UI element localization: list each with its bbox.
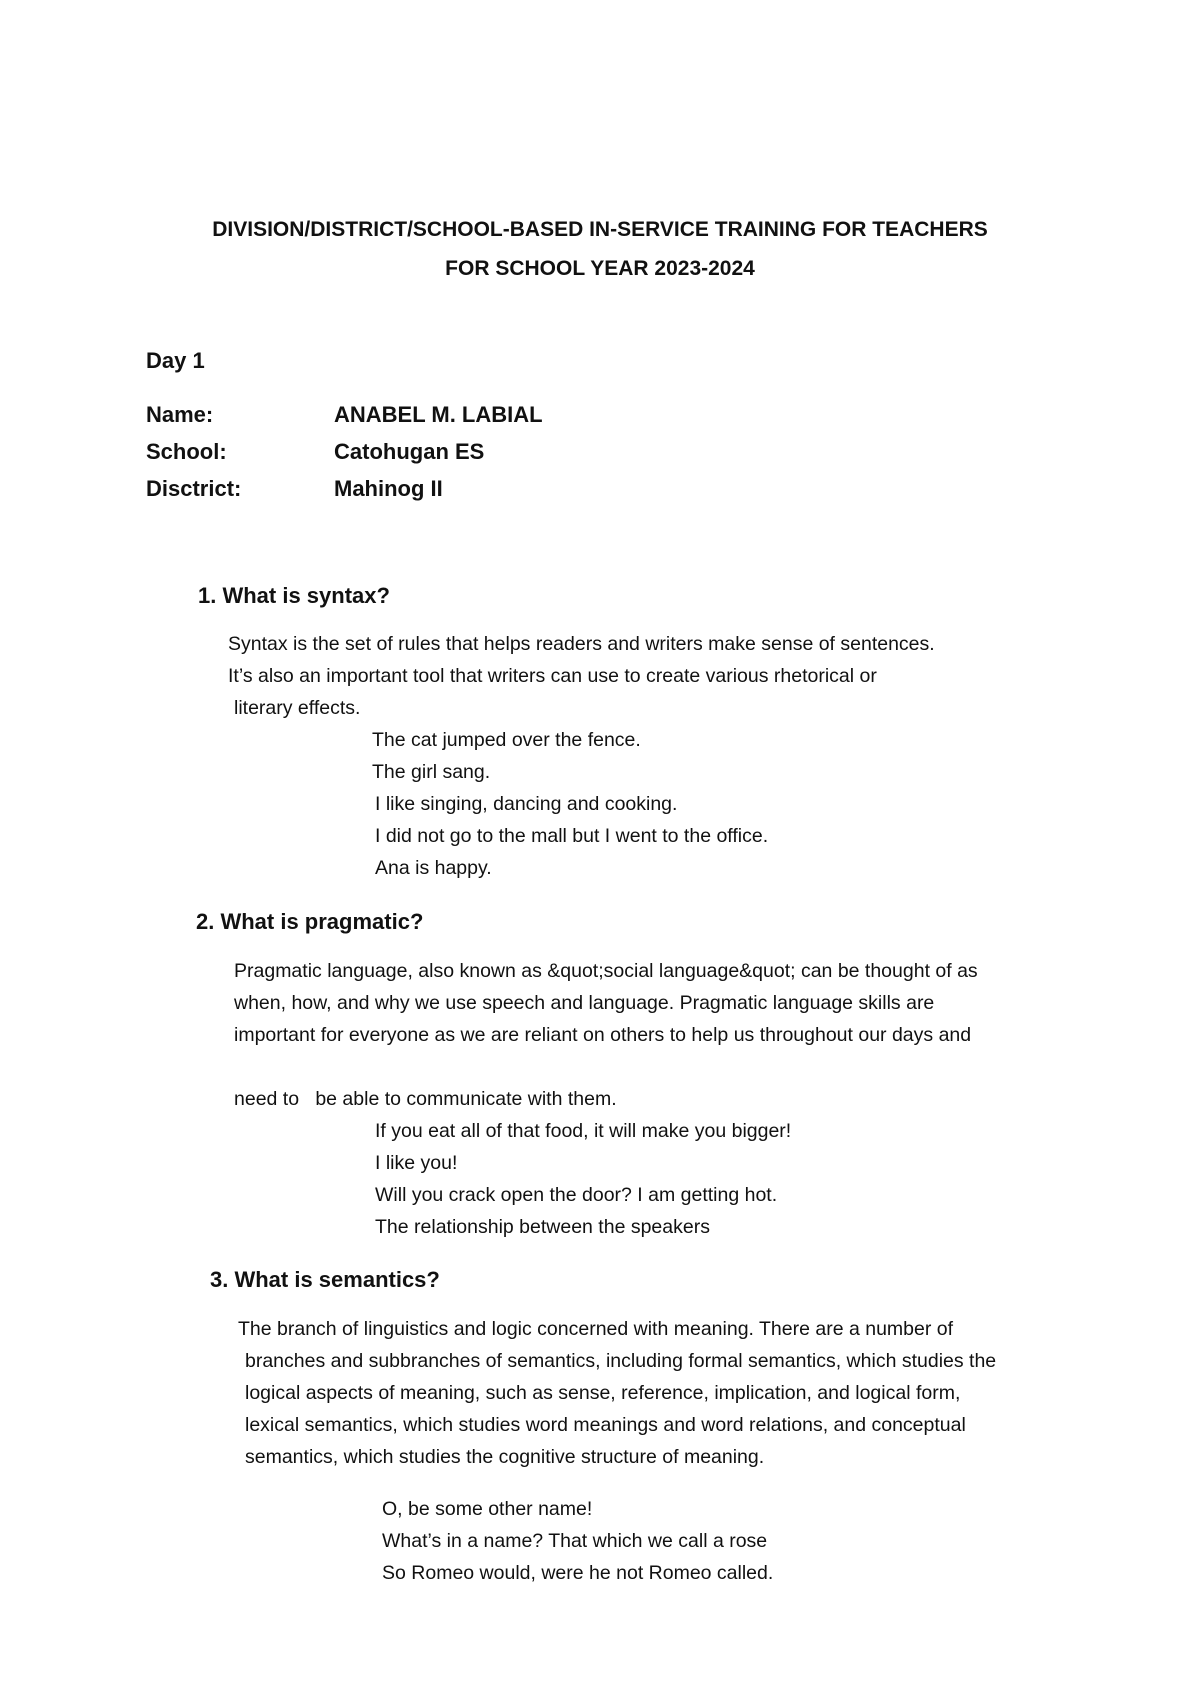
q2-answer-line: Pragmatic language, also known as &quot;social language&quot; can be thought of as	[234, 960, 978, 982]
q2-example: The relationship between the speakers	[375, 1216, 710, 1238]
district-label: Disctrict:	[146, 476, 242, 501]
q1-answer-line: Syntax is the set of rules that helps readers and writers make sense of sentences.	[228, 633, 935, 655]
question-1-heading: 1. What is syntax?	[198, 583, 390, 608]
q1-example: The girl sang.	[372, 761, 491, 783]
q2-example: Will you crack open the door? I am getting hot.	[375, 1184, 778, 1206]
q1-answer-line: literary effects.	[234, 697, 361, 719]
school-label: School:	[146, 439, 227, 464]
document-title-line1: DIVISION/DISTRICT/SCHOOL-BASED IN-SERVICE TRAINING FOR TEACHERS	[212, 218, 988, 241]
document-title-line2: FOR SCHOOL YEAR 2023-2024	[445, 257, 755, 280]
q2-answer-line: need to be able to communicate with them.	[234, 1088, 617, 1110]
q3-example: So Romeo would, were he not Romeo called.	[382, 1562, 774, 1584]
q3-answer-line: semantics, which studies the cognitive structure of meaning.	[245, 1446, 765, 1468]
q1-example: I did not go to the mall but I went to the office.	[375, 825, 769, 847]
q3-example: O, be some other name!	[382, 1498, 593, 1520]
question-3-heading: 3. What is semantics?	[210, 1267, 440, 1292]
q3-example: What’s in a name? That which we call a rose	[382, 1530, 768, 1552]
q1-example: The cat jumped over the fence.	[372, 729, 641, 751]
q3-answer-line: lexical semantics, which studies word meanings and word relations, and conceptual	[245, 1414, 966, 1436]
district-value: Mahinog II	[334, 476, 443, 501]
q1-answer-line: It’s also an important tool that writers can use to create various rhetorical or	[228, 665, 877, 687]
q3-answer-line: The branch of linguistics and logic concerned with meaning. There are a number of	[238, 1318, 954, 1340]
question-2-heading: 2. What is pragmatic?	[196, 909, 424, 934]
q2-example: I like you!	[375, 1152, 458, 1174]
q2-answer-line: when, how, and why we use speech and language. Pragmatic language skills are	[234, 992, 935, 1014]
name-label: Name:	[146, 402, 214, 427]
q3-answer-line: branches and subbranches of semantics, including formal semantics, which studies the	[245, 1350, 997, 1372]
q1-example: I like singing, dancing and cooking.	[375, 793, 678, 815]
q2-example: If you eat all of that food, it will make you bigger!	[375, 1120, 792, 1142]
school-value: Catohugan ES	[334, 439, 485, 464]
q2-answer-line: important for everyone as we are reliant on others to help us throughout our days and	[234, 1024, 972, 1046]
q3-answer-line: logical aspects of meaning, such as sense, reference, implication, and logical form,	[245, 1382, 961, 1404]
q1-example: Ana is happy.	[375, 857, 492, 879]
day-label: Day 1	[146, 348, 205, 373]
name-value: ANABEL M. LABIAL	[334, 402, 543, 427]
